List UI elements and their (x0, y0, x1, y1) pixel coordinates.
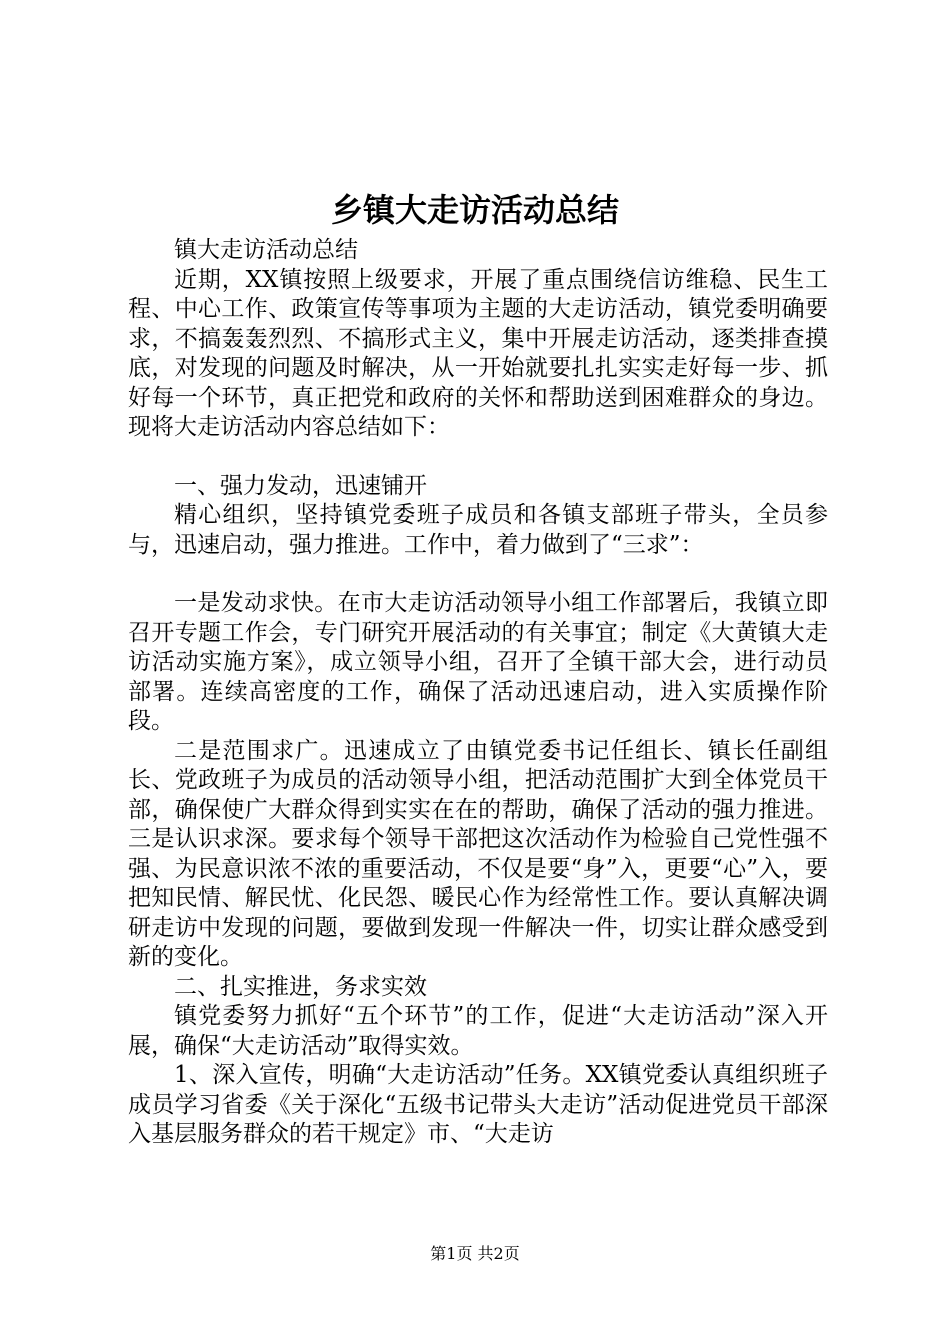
paragraph-point-2: 二是范围求广。迅速成立了由镇党委书记任组长、镇长任副组长、党政班子为成员的活动领导小组，把活动范围扩大到全体党员干部，确保使广大群众得到实实在在的帮助，确保了活动的强力推进。三是认识求深。要求每个领导干部把这次活动作为检验自己党性强不强、为民意识浓不浓的重要活动，不仅是要“身”入，更要“心”入，要把知民情、解民忧、化民怨、暖民心作为经常性工作。要认真解决调研走访中发现的问题，要做到发现一件解决一件，切实让群众感受到新的变化。 (128, 737, 828, 970)
section-heading-2: 二、扎实推进，务求实效 (174, 973, 427, 1000)
document-title: 乡镇大走访活动总结 (330, 191, 619, 229)
paragraph-point-1: 一是发动求快。在市大走访活动领导小组工作部署后，我镇立即召开专题工作会，专门研究开展活动的有关事宜；制定《大黄镇大走访活动实施方案》，成立领导小组，召开了全镇干部大会，进行动员部署。连续高密度的工作，确保了活动迅速启动，进入实质操作阶段。 (128, 590, 828, 734)
paragraph-item-1: 1、深入宣传，明确“大走访活动”任务。XX镇党委认真组织班子成员学习省委《关于深化“五级书记带头大走访”活动促进党员干部深入基层服务群众的若干规定》市、“大走访 (128, 1062, 828, 1147)
paragraph-subtitle: 镇大走访活动总结 (174, 237, 358, 263)
page-footer: 第1页 共2页 (430, 1244, 520, 1263)
paragraph-section-2: 镇党委努力抓好“五个环节”的工作，促进“大走访活动”深入开展，确保“大走访活动”取得实效。 (128, 1003, 828, 1059)
section-heading-1: 一、强力发动，迅速铺开 (174, 472, 427, 499)
paragraph-section-1: 精心组织，坚持镇党委班子成员和各镇支部班子带头，全员参与，迅速启动，强力推进。工作中，着力做到了“三求”： (128, 502, 828, 558)
document-body (128, 236, 828, 1150)
paragraph-intro: 近期，XX镇按照上级要求，开展了重点围绕信访维稳、民生工程、中心工作、政策宣传等事项为主题的大走访活动，镇党委明确要求，不搞轰轰烈烈、不搞形式主义，集中开展走访活动，逐类排查摸底，对发现的问题及时解决，从一开始就要扎扎实实走好每一步、抓好每一个环节，真正把党和政府的关怀和帮助送到困难群众的身边。现将大走访活动内容总结如下： (128, 266, 828, 440)
